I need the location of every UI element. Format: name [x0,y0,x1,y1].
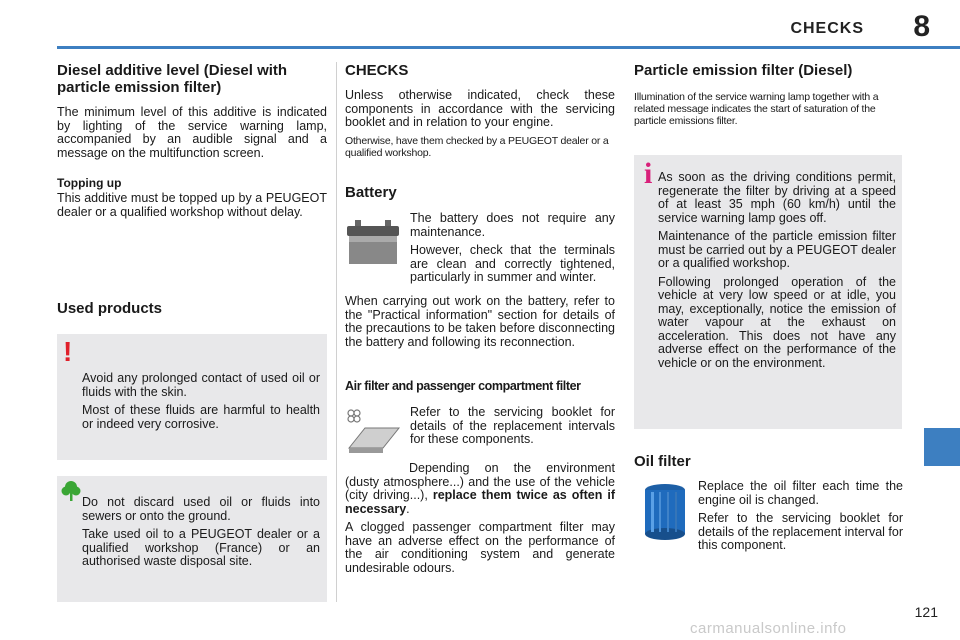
eco-box [57,476,327,602]
battery-title: Battery [345,184,397,201]
page-number: 121 [914,604,938,620]
info-box [634,155,902,429]
diesel-additive-title: Diesel additive level (Diesel with particle emission filter) [57,62,288,96]
info-text-3: Following prolonged operation of the vehicle at very low speed or at idle, you may, exceptionally, notice the emission of water vapour at the exhaust on acceleration. This does not have any adverse effect on the performance of the vehicle or on the environment. [658,274,896,370]
battery-icon [345,212,403,268]
chapter-title: CHECKS [790,20,864,37]
battery-text-2: However, check that the terminals are clean and correctly tightened, particularly in summer and winter. [410,243,615,284]
eco-text-2: Take used oil to a PEUGEOT dealer or a qualified workshop (France) or an authorised waste disposal site. [82,527,320,568]
warning-text-1: Avoid any prolonged contact of used oil or fluids with the skin. [82,371,320,399]
oil-filter-title: Oil filter [634,453,691,470]
checks-body: Unless otherwise indicated, check these components in accordance with the servicing booklet and in relation to your engine. [345,88,615,129]
info-text-1: As soon as the driving conditions permit, regenerate the filter by driving at a speed of at least 35 mph (60 km/h) until the service warning lamp goes off. [658,170,896,225]
checks-section [345,62,615,164]
warning-icon: ! [63,336,73,367]
leaf-icon [61,480,81,502]
oil-filter-text-1: Replace the oil filter each time the engine oil is changed. [698,479,903,507]
checks-note: Otherwise, have them checked by a PEUGEOT dealer or a qualified workshop. [345,134,609,159]
battery-text-3: When carrying out work on the battery, refer to the "Practical information" section for details of the precautions to be taken before disconnecting the battery and following its reconnection. [345,294,615,349]
diesel-additive-section [57,62,327,224]
chapter-tab[interactable] [924,428,960,466]
warning-box [57,334,327,460]
battery-text-1: The battery does not require any maintenance. [410,211,615,239]
air-filter-title: Air filter and passenger compartment filter [345,379,581,393]
topping-up-body: This additive must be topped up by a PEUGEOT dealer or a qualified workshop without delay. [57,191,327,219]
watermark: carmanualsonline.info [690,620,847,637]
oil-filter-icon [641,482,689,542]
warning-text-2: Most of these fluids are harmful to health or indeed very corrosive. [82,403,320,431]
oil-filter-text-2: Refer to the servicing booklet for details of the replacement interval for this component. [698,511,903,552]
topping-up-title: Topping up [57,176,122,190]
chapter-number: 8 [913,10,930,43]
particle-filter-body: Illumination of the service warning lamp together with a related message indicates the start of saturation of the particle emissions filter. [634,91,879,127]
air-filter-text-1: Refer to the servicing booklet for details of the replacement intervals for these components. [410,405,615,446]
info-text-2: Maintenance of the particle emission filter must be carried out by a PEUGEOT dealer or a qualified workshop. [658,229,896,270]
info-icon: i [644,157,653,190]
eco-text-1: Do not discard used oil or fluids into sewers or onto the ground. [82,495,320,523]
checks-title: CHECKS [345,62,409,79]
diesel-additive-body: The minimum level of this additive is indicated by lighting of the service warning lamp, accompanied by an audible signal and a message on the multifunction screen. [57,105,327,160]
header-rule [57,46,960,49]
air-filter-text-3: A clogged passenger compartment filter may have an adverse effect on the performance of the air conditioning system and generate undesirable odours. [345,520,615,575]
cabin-filter-icon [345,408,403,456]
used-products-title: Used products [57,300,163,317]
column-divider [336,62,337,602]
particle-filter-section [634,62,904,132]
air-filter-text-2: Depending on the environment (dusty atmosphere...) and the use of the vehicle (city driving...), replace them twice as often if necessary. [345,461,615,516]
particle-filter-title: Particle emission filter (Diesel) [634,62,853,79]
